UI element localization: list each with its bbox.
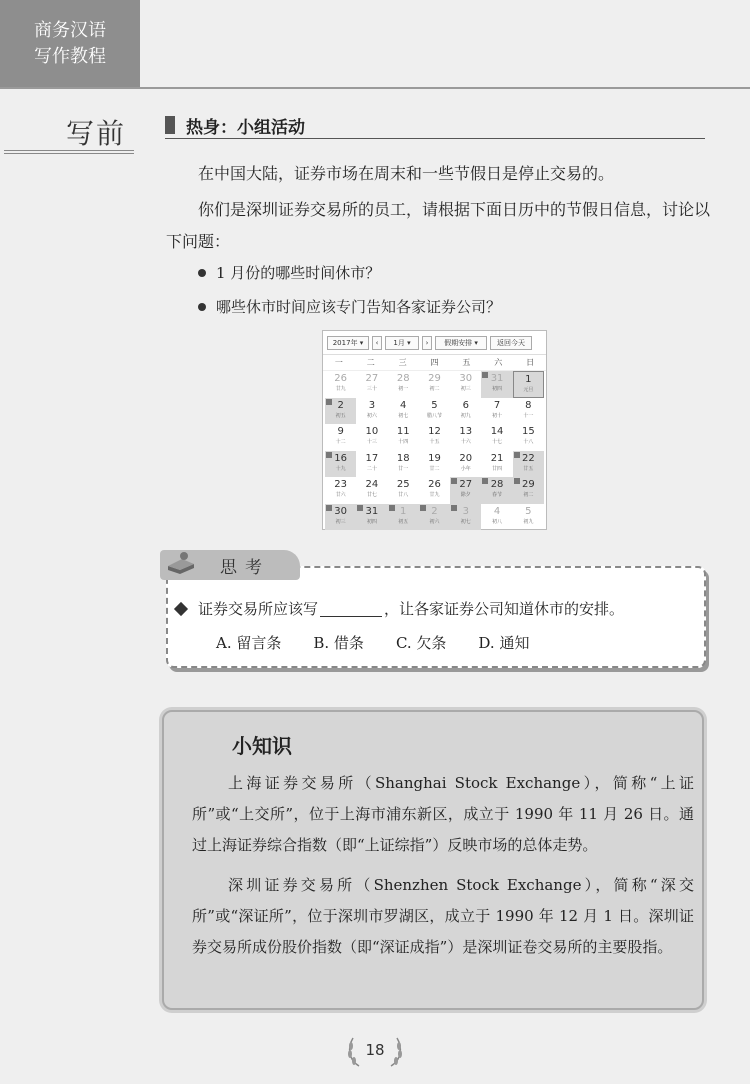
- calendar-day-cell[interactable]: [356, 424, 387, 451]
- day-number: 21: [490, 452, 504, 464]
- weekday-label: 六: [494, 358, 503, 367]
- book-title-line2: 写作教程: [34, 46, 106, 67]
- heading-marker: [165, 116, 175, 134]
- calendar-day-cell[interactable]: [513, 371, 544, 398]
- page-number: 18: [365, 1041, 385, 1059]
- day-number: 2: [337, 399, 344, 411]
- calendar-day-cell[interactable]: [356, 451, 387, 478]
- calendar-day-cell[interactable]: [513, 424, 544, 451]
- day-number: 30: [459, 373, 473, 384]
- calendar-day-cell[interactable]: [481, 398, 512, 425]
- calendar-grid: [323, 371, 546, 530]
- calendar-day-cell[interactable]: [481, 451, 512, 478]
- day-number: 11: [396, 426, 410, 437]
- calendar-day-cell[interactable]: [513, 477, 544, 504]
- calendar-day-cell[interactable]: [388, 398, 419, 425]
- rest-day-mark-icon: [514, 452, 520, 458]
- warmup-heading: 热身：小组活动: [186, 118, 305, 138]
- day-number: 29: [521, 479, 535, 490]
- calendar-day-cell[interactable]: [450, 371, 481, 398]
- lunar-date: 十九: [335, 465, 346, 472]
- header-divider: [0, 87, 750, 89]
- day-number: 28: [396, 373, 410, 384]
- day-number: 5: [525, 505, 532, 517]
- day-number: 12: [428, 426, 441, 437]
- diamond-bullet-icon: [174, 601, 188, 615]
- calendar-day-cell[interactable]: [513, 398, 544, 425]
- calendar-day-cell[interactable]: [450, 504, 481, 531]
- day-number: 8: [525, 399, 532, 411]
- day-number: 7: [493, 399, 501, 411]
- calendar-day-cell[interactable]: [481, 371, 512, 398]
- lunar-date: 廿九: [335, 386, 346, 392]
- lunar-date: 初六: [366, 412, 377, 419]
- day-number: 25: [396, 479, 410, 490]
- lunar-date: 初二: [523, 492, 534, 498]
- lunar-date: 初四: [366, 518, 377, 525]
- calendar-day-cell[interactable]: [481, 477, 512, 504]
- lunar-date: 十六: [460, 439, 471, 445]
- lunar-date: 除夕: [460, 492, 471, 498]
- lunar-date: 初八: [492, 518, 503, 525]
- lunar-date: 初七: [460, 518, 471, 525]
- bullet-text: 1 月份的哪些时间休市？: [216, 264, 381, 282]
- lunar-date: 初二: [429, 386, 440, 392]
- weekday-label: 日: [526, 358, 535, 367]
- day-number: 26: [428, 479, 441, 490]
- lunar-date: 廿九: [429, 492, 440, 498]
- book-title-line1: 商务汉语: [34, 20, 106, 41]
- rest-day-mark-icon: [451, 505, 457, 511]
- option-a: A. 留言条: [216, 634, 282, 652]
- day-number: 18: [396, 452, 410, 464]
- calendar-day-cell[interactable]: [419, 451, 450, 478]
- lunar-date: 十四: [398, 439, 409, 445]
- day-number: 5: [431, 399, 438, 411]
- lunar-date: 廿二: [429, 465, 440, 472]
- lunar-date: 初三: [335, 518, 346, 525]
- day-number: 31: [365, 505, 379, 517]
- calendar-day-cell[interactable]: [419, 504, 450, 531]
- calendar-day-cell[interactable]: [356, 398, 387, 425]
- lunar-date: 初六: [429, 518, 440, 525]
- lunar-date: 廿八: [398, 492, 409, 498]
- calendar-day-cell[interactable]: [388, 477, 419, 504]
- question-text-after: ，让各家证券公司知道休市的安排。: [384, 600, 625, 618]
- lunar-date: 三十: [366, 386, 377, 392]
- section-rule: [4, 150, 134, 154]
- month-select[interactable]: 1月 ▾: [385, 336, 419, 350]
- lunar-date: 初七: [398, 412, 409, 419]
- day-number: 20: [459, 452, 473, 464]
- day-number: 2: [431, 505, 438, 517]
- calendar-toolbar: [323, 331, 546, 355]
- day-number: 15: [521, 426, 535, 437]
- option-b: B. 借条: [313, 634, 364, 652]
- lunar-date: 初九: [460, 412, 471, 419]
- warmup-paragraph-2: 你们是深圳证券交易所的员工，请根据下面日历中的节假日信息，讨论以下问题：: [166, 200, 711, 251]
- rest-day-mark-icon: [326, 505, 332, 511]
- calendar-day-cell[interactable]: [388, 504, 419, 531]
- day-number: 28: [490, 479, 504, 490]
- lunar-date: 初九: [523, 518, 534, 525]
- lunar-date: 十二: [335, 439, 346, 445]
- bullet-text: 哪些休市时间应该专门告知各家证券公司？: [216, 298, 502, 316]
- calendar-day-cell[interactable]: [388, 451, 419, 478]
- rest-day-mark-icon: [420, 505, 426, 511]
- day-number: 13: [459, 426, 473, 437]
- today-button[interactable]: 返回今天: [490, 336, 532, 350]
- calendar-day-cell[interactable]: [481, 504, 512, 531]
- bullet-dot-icon: [198, 303, 206, 311]
- lunar-date: 元旦: [523, 387, 534, 393]
- calendar-day-cell[interactable]: [356, 504, 387, 531]
- rest-day-mark-icon: [326, 452, 332, 458]
- next-month-button[interactable]: ›: [422, 336, 432, 350]
- calendar-day-cell[interactable]: [325, 477, 356, 504]
- rest-day-mark-icon: [451, 478, 457, 484]
- weekday-label: 二: [366, 358, 375, 367]
- day-number: 10: [365, 426, 379, 437]
- book-title-tab: [0, 0, 140, 88]
- knowledge-paragraph-1: 上海证券交易所（Shanghai Stock Exchange），简称“上证所”或“上交所”，位于上海市浦东新区，成立于 1990 年 11 月 26 日。通过上海证券综合指数（即“上证综指”）反映市场的总体走势。: [192, 774, 694, 854]
- day-number: 3: [462, 505, 469, 517]
- calendar-day-cell[interactable]: [325, 371, 356, 398]
- calendar-day-cell[interactable]: [419, 398, 450, 425]
- calendar-day-cell[interactable]: [325, 451, 356, 478]
- lunar-date: 春节: [492, 492, 503, 498]
- year-select-value: 2017年: [332, 338, 358, 347]
- calendar-day-cell[interactable]: [325, 504, 356, 531]
- day-number: 29: [428, 373, 441, 384]
- lunar-date: 十五: [429, 439, 440, 445]
- day-number: 1: [400, 505, 407, 517]
- calendar-weekday-header: [323, 355, 546, 371]
- lunar-date: 廿七: [366, 492, 377, 498]
- day-number: 3: [368, 399, 376, 411]
- day-number: 4: [400, 399, 407, 411]
- day-number: 4: [493, 505, 501, 517]
- holiday-calendar: [322, 330, 547, 530]
- weekday-label: 一: [334, 358, 343, 367]
- heading-rule: [165, 138, 705, 139]
- day-number: 17: [365, 452, 379, 464]
- calendar-day-cell[interactable]: [450, 424, 481, 451]
- rest-day-mark-icon: [514, 478, 520, 484]
- lunar-date: 十七: [492, 439, 503, 445]
- day-number: 27: [459, 479, 473, 490]
- calendar-day-cell[interactable]: [513, 504, 544, 531]
- answer-blank: [320, 601, 382, 617]
- lunar-date: 十三: [366, 439, 377, 445]
- calendar-day-cell[interactable]: [450, 477, 481, 504]
- calendar-day-cell[interactable]: [513, 451, 544, 478]
- section-title: 写前: [66, 117, 127, 150]
- bullet-dot-icon: [198, 269, 206, 277]
- calendar-day-cell[interactable]: [388, 424, 419, 451]
- weekday-label: 五: [462, 358, 471, 367]
- think-book-icon: [166, 550, 196, 576]
- rest-day-mark-icon: [482, 372, 488, 378]
- calendar-day-cell[interactable]: [419, 477, 450, 504]
- day-number: 22: [521, 452, 535, 464]
- answer-options: [216, 632, 529, 653]
- day-number: 1: [525, 374, 532, 385]
- question-text-before: 证券交易所应该写: [198, 600, 319, 618]
- day-number: 14: [490, 426, 504, 437]
- calendar-day-cell[interactable]: [450, 451, 481, 478]
- rest-day-mark-icon: [357, 505, 363, 511]
- lunar-date: 小年: [460, 465, 471, 472]
- weekday-label: 三: [398, 358, 407, 367]
- day-number: 30: [334, 505, 347, 517]
- lunar-date: 初五: [335, 412, 346, 419]
- calendar-day-cell[interactable]: [356, 477, 387, 504]
- day-number: 9: [337, 426, 344, 437]
- day-number: 6: [462, 399, 469, 411]
- calendar-day-cell[interactable]: [325, 424, 356, 451]
- lunar-date: 初一: [398, 386, 409, 392]
- day-number: 31: [490, 373, 504, 384]
- knowledge-paragraph-2: 深圳证券交易所（Shenzhen Stock Exchange），简称“深交所”或“深证所”，位于深圳市罗湖区，成立于 1990 年 12 月 1 日。深圳证券交易所成份股价指数（即“深证成指”）是深圳证卷交易所的主要股指。: [192, 876, 694, 956]
- holiday-select[interactable]: 假期安排 ▾: [435, 336, 487, 350]
- lunar-date: 初三: [460, 386, 471, 392]
- lunar-date: 廿四: [492, 465, 503, 472]
- option-d: D. 通知: [478, 634, 530, 652]
- rest-day-mark-icon: [389, 505, 395, 511]
- day-number: 19: [428, 452, 441, 464]
- calendar-day-cell[interactable]: [325, 398, 356, 425]
- lunar-date: 十一: [523, 412, 534, 419]
- lunar-date: 二十: [366, 465, 377, 472]
- lunar-date: 廿一: [398, 465, 409, 472]
- calendar-day-cell[interactable]: [388, 371, 419, 398]
- warmup-paragraph-1: 在中国大陆，证券市场在周末和一些节假日是停止交易的。: [198, 164, 615, 183]
- calendar-day-cell[interactable]: [450, 398, 481, 425]
- calendar-day-cell[interactable]: [419, 424, 450, 451]
- think-question: [176, 598, 624, 619]
- bullet-item: [198, 296, 501, 317]
- lunar-date: 初四: [492, 386, 503, 392]
- lunar-date: 廿五: [523, 465, 534, 472]
- day-number: 24: [365, 479, 379, 490]
- calendar-day-cell[interactable]: [419, 371, 450, 398]
- day-number: 26: [334, 373, 347, 384]
- lunar-date: 腊八节: [426, 412, 442, 419]
- day-number: 23: [334, 479, 347, 490]
- weekday-label: 四: [430, 358, 439, 367]
- lunar-date: 十八: [523, 439, 534, 445]
- year-select[interactable]: 2017年 ▾: [327, 336, 369, 350]
- calendar-day-cell[interactable]: [481, 424, 512, 451]
- rest-day-mark-icon: [326, 399, 332, 405]
- month-select-value: 1月: [393, 338, 405, 347]
- lunar-date: 初五: [398, 518, 409, 525]
- bullet-item: [198, 262, 380, 283]
- knowledge-title: 小知识: [232, 734, 292, 758]
- calendar-day-cell[interactable]: [356, 371, 387, 398]
- holiday-select-value: 假期安排: [444, 338, 473, 347]
- option-c: C. 欠条: [395, 634, 447, 652]
- day-number: 27: [365, 373, 379, 384]
- think-label: 思考: [220, 558, 270, 578]
- rest-day-mark-icon: [482, 478, 488, 484]
- prev-month-button[interactable]: ‹: [372, 336, 382, 350]
- lunar-date: 初十: [492, 412, 503, 419]
- day-number: 16: [334, 452, 347, 464]
- lunar-date: 廿六: [335, 492, 346, 498]
